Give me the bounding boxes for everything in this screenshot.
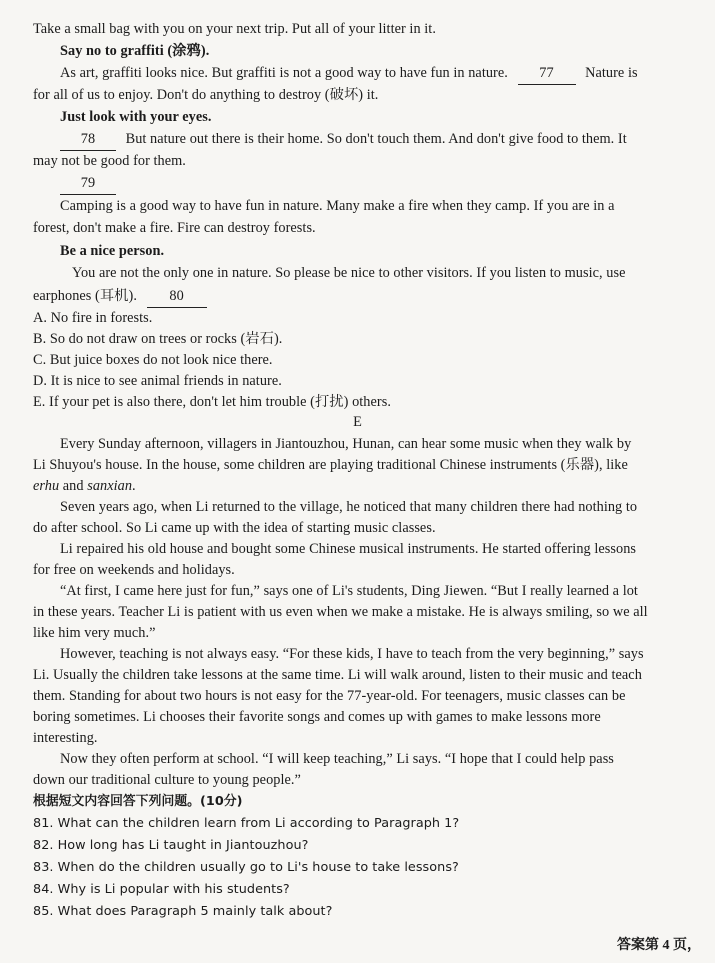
sanxian-term: sanxian [87,478,133,494]
section-label-e: E [353,414,362,430]
text: As art, graffiti looks nice. But graffiti is not a good way to have fun in nature. [60,65,508,81]
intro-line: Take a small bag with you on your next trip. Put all of your litter in it. [33,21,436,37]
blank-79: 79 [60,173,116,195]
heading-graffiti: Say no to graffiti (涂鸦). [60,43,210,59]
question-82: 82. How long has Li taught in Jiantouzhou? [33,838,309,853]
paragraph-camp-line-1: Camping is a good way to have fun in nature. Many make a fire when they camp. If you are in a [60,198,615,214]
p5-line-4: boring sometimes. Li chooses their favorite songs and comes up with games to make lessons more [33,709,601,725]
blank-78: 78 [60,129,116,151]
p5-line-3: them. Standing for about two hours is not easy for the 77-year-old. For teenagers, music classes can be [33,688,626,704]
p1-line-2: Li Shuyou's house. In the house, some children are playing traditional Chinese instruments (乐器), like [33,457,628,473]
p5-line-2: Li. Usually the children take lessons at the same time. Li will walk around, listen to their music and teach [33,667,642,683]
question-83: 83. When do the children usually go to Li's house to take lessons? [33,860,459,875]
text: and [59,478,88,494]
paragraph-eyes-line-1 [0,129,715,151]
text: . [132,478,136,494]
erhu-term: erhu [33,478,60,494]
p2-line-1: Seven years ago, when Li returned to the village, he noticed that many children there had nothing to [60,499,638,515]
question-81: 81. What can the children learn from Li according to Paragraph 1? [33,816,460,831]
questions-instruction: 根据短文内容回答下列问题。(10分) [33,794,243,809]
p3-line-2: for free on weekends and holidays. [33,562,235,578]
option-a: A. No fire in forests. [33,310,153,326]
heading-nice: Be a nice person. [60,243,165,259]
p1-line-1: Every Sunday afternoon, villagers in Jiantouzhou, Hunan, can hear some music when they walk by [60,436,632,452]
p6-line-2: down our traditional culture to young people.” [33,772,301,788]
heading-eyes: Just look with your eyes. [60,109,212,125]
paragraph-nice-line-2 [0,286,715,308]
p2-line-2: do after school. So Li came up with the idea of starting music classes. [33,520,436,536]
paragraph-nice-line-1: You are not the only one in nature. So please be nice to other visitors. If you listen to music, use [72,265,626,281]
page-number-label: 答案第 4 页， [617,938,701,953]
paragraph-camp-line-2: forest, don't make a fire. Fire can destroy forests. [33,220,316,236]
question-84: 84. Why is Li popular with his students? [33,882,290,897]
p1-line-3 [0,476,715,497]
text: earphones (耳机). [33,288,137,304]
p4-line-1: “At first, I came here just for fun,” says one of Li's students, Ding Jiewen. “But I really learned a lot [60,583,638,599]
option-c: C. But juice boxes do not look nice there. [33,352,273,368]
p4-line-3: like him very much.” [33,625,156,641]
blank-77: 77 [518,63,576,85]
text: Nature is [585,65,638,81]
blank-79-line [0,173,715,195]
option-d: D. It is nice to see animal friends in nature. [33,373,282,389]
paragraph-graffiti-line-1 [0,63,715,85]
text: But nature out there is their home. So don't touch them. And don't give food to them. It [125,131,627,147]
p6-line-1: Now they often perform at school. “I will keep teaching,” Li says. “I hope that I could help pass [60,751,614,767]
p5-line-5: interesting. [33,730,98,746]
p5-line-1: However, teaching is not always easy. “For these kids, I have to teach from the very beginning,” says [60,646,644,662]
p4-line-2: in these years. Teacher Li is patient with us even when we make a mistake. He is always smiling, so we all [33,604,648,620]
question-85: 85. What does Paragraph 5 mainly talk about? [33,904,333,919]
paragraph-graffiti-line-2: for all of us to enjoy. Don't do anything to destroy (破坏) it. [33,87,379,103]
blank-80: 80 [147,286,207,308]
option-e: E. If your pet is also there, don't let him trouble (打扰) others. [33,394,391,410]
paragraph-eyes-line-2: may not be good for them. [33,153,186,169]
option-b: B. So do not draw on trees or rocks (岩石). [33,331,283,347]
p3-line-1: Li repaired his old house and bought some Chinese musical instruments. He started offering lessons [60,541,637,557]
